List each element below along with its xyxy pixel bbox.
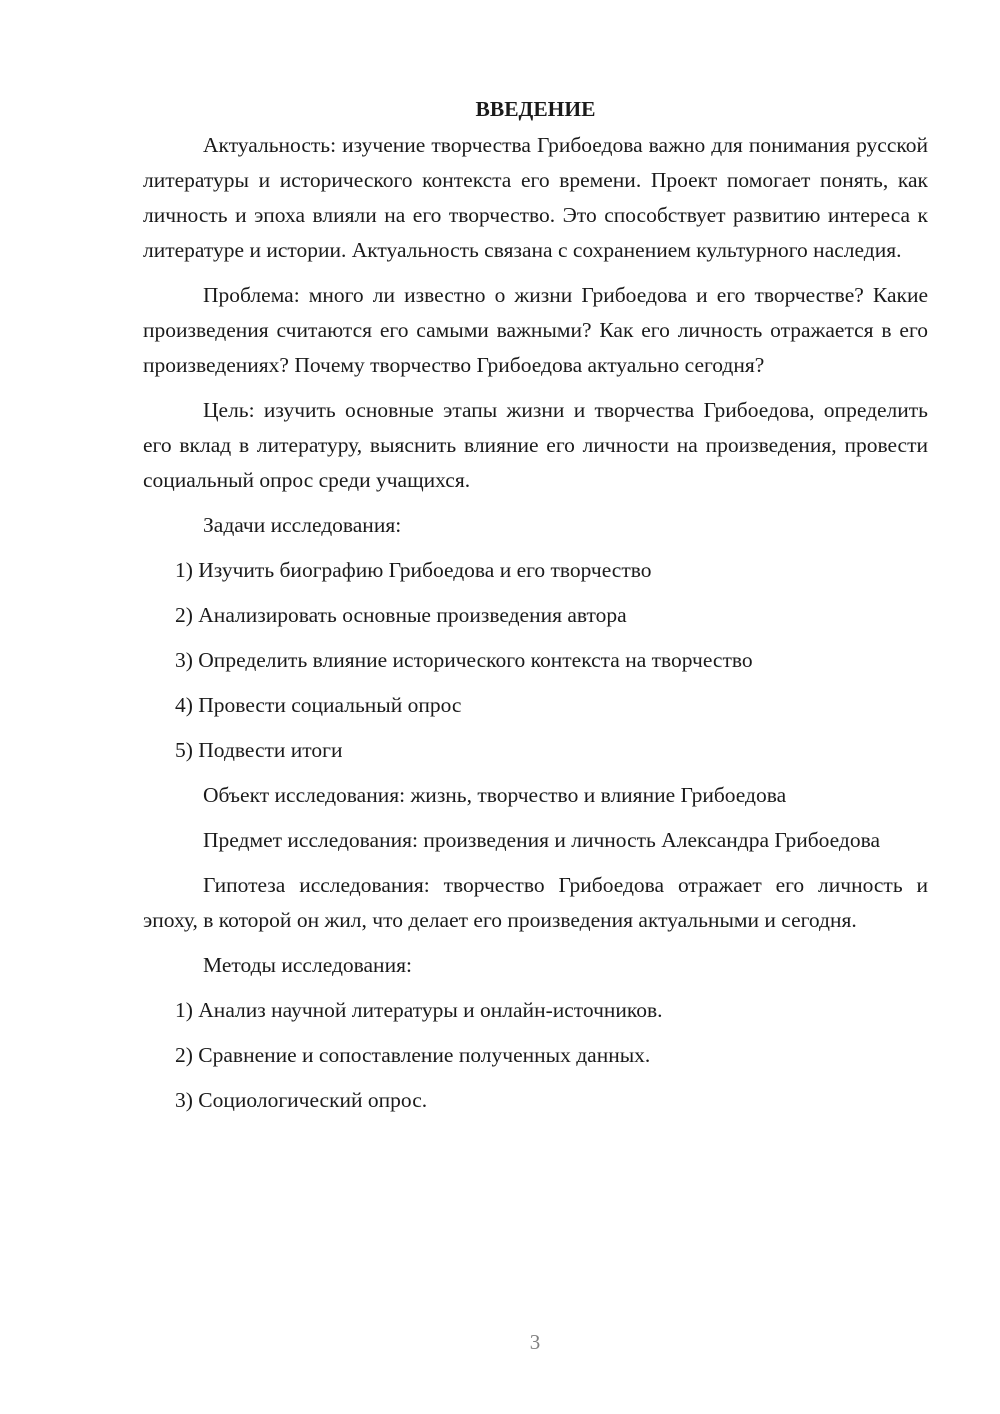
document-page <box>143 92 928 1128</box>
list-item: 3) Определить влияние исторического контекста на творчество <box>175 648 753 672</box>
methods-list <box>143 993 928 1118</box>
object-paragraph: Объект исследования: жизнь, творчество и влияние Грибоедова <box>203 783 787 807</box>
subject-paragraph: Предмет исследования: произведения и личность Александра Грибоедова <box>203 828 881 852</box>
list-item: 1) Анализ научной литературы и онлайн-источников. <box>175 998 663 1022</box>
hypothesis-paragraph: Гипотеза исследования: творчество Грибоедова отражает его личность и эпоху, в которой он жил, что делает его произведения актуальными и сегодня. <box>143 873 928 932</box>
methods-heading: Методы исследования: <box>203 953 412 977</box>
list-item: 3) Социологический опрос. <box>175 1088 428 1112</box>
problem-paragraph: Проблема: много ли известно о жизни Грибоедова и его творчестве? Какие произведения считаются его самыми важными? Как его личность отражается в его произведениях? Почему творчество Грибоедова актуально сегодня? <box>143 283 928 377</box>
relevance-paragraph: Актуальность: изучение творчества Грибоедова важно для понимания русской литературы и исторического контекста его времени. Проект помогает понять, как личность и эпоха влияли на его творчество. Это способствует развитию интереса к литературе и истории. Актуальность связана с сохранением культурного наследия. <box>143 133 928 262</box>
list-item: 1) Изучить биографию Грибоедова и его творчество <box>175 558 652 582</box>
list-item: 2) Сравнение и сопоставление полученных данных. <box>175 1043 651 1067</box>
goal-paragraph: Цель: изучить основные этапы жизни и творчества Грибоедова, определить его вклад в литературу, выяснить влияние его личности на произведения, провести социальный опрос среди учащихся. <box>143 398 928 492</box>
tasks-list <box>143 553 928 768</box>
tasks-heading: Задачи исследования: <box>203 513 402 537</box>
list-item: 2) Анализировать основные произведения автора <box>175 603 627 627</box>
list-item: 5) Подвести итоги <box>175 738 343 762</box>
page-number: 3 <box>529 1330 541 1354</box>
section-title: ВВЕДЕНИЕ <box>475 97 596 121</box>
list-item: 4) Провести социальный опрос <box>175 693 462 717</box>
